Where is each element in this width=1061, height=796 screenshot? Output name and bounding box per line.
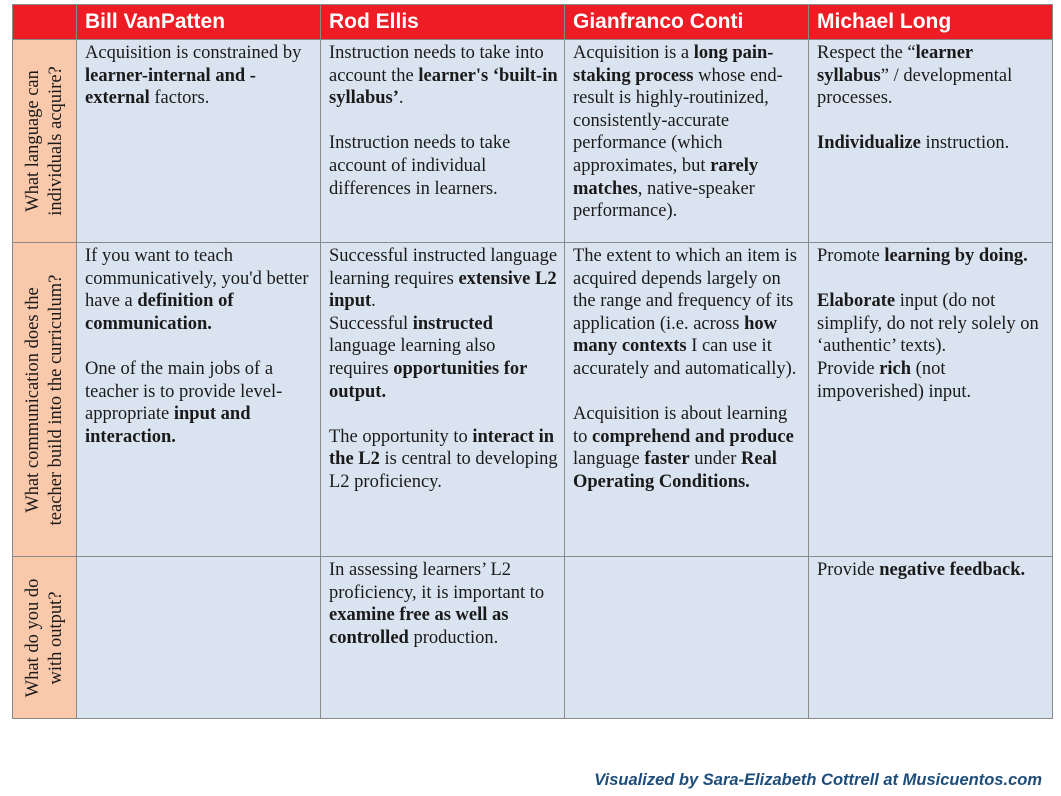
cell-vanpatten-output	[77, 557, 321, 719]
cell-ellis-language: Instruction needs to take into account the learner's ‘built-in syllabus’. Instruction needs to take account of individual differences in learners.	[321, 40, 565, 243]
credit-line: Visualized by Sara-Elizabeth Cottrell at Musicuentos.com	[594, 771, 1042, 789]
cell-conti-communication: The extent to which an item is acquired depends largely on the range and frequency of its application (i.e. across how many contexts I can use it accurately and automatically). Acquisition is about learning to comprehend and produce language faster under Real Operating Conditions.	[565, 243, 809, 557]
cell-vanpatten-language: Acquisition is constrained by learner-internal and -external factors.	[77, 40, 321, 243]
row-label-line: What language can	[22, 70, 43, 212]
cell-vanpatten-communication: If you want to teach communicatively, you'd better have a definition of communication. One of the main jobs of a teacher is to provide level-appropriate input and interaction.	[77, 243, 321, 557]
header-ellis: Rod Ellis	[321, 5, 565, 40]
row-label-line: teacher build into the curriculum?	[45, 274, 66, 525]
header-long: Michael Long	[809, 5, 1053, 40]
cell-long-language: Respect the “learner syllabus” / developmental processes. Individualize instruction.	[809, 40, 1053, 243]
row-label-line: What communication does the	[22, 286, 43, 513]
cell-long-communication: Promote learning by doing. Elaborate input (do not simplify, do not rely solely on ‘authentic’ texts). Provide rich (not impoverished) input.	[809, 243, 1053, 557]
row-label-language	[13, 40, 77, 243]
row-label-output	[13, 557, 77, 719]
header-conti: Gianfranco Conti	[565, 5, 809, 40]
cell-ellis-output: In assessing learners’ L2 proficiency, it is important to examine free as well as controlled production.	[321, 557, 565, 719]
row-label-line: with output?	[45, 591, 66, 685]
row-label-communication	[13, 243, 77, 557]
row-label-line: What do you do	[22, 578, 43, 697]
cell-conti-output	[565, 557, 809, 719]
header-corner	[13, 5, 77, 40]
header-vanpatten: Bill VanPatten	[77, 5, 321, 40]
cell-ellis-communication: Successful instructed language learning requires extensive L2 input. Successful instructed language learning also requires opportunities for output. The opportunity to interact in the L2 is central to developing L2 proficiency.	[321, 243, 565, 557]
row-label-line: individuals acquire?	[45, 66, 66, 216]
cell-long-output: Provide negative feedback.	[809, 557, 1053, 719]
comparison-table	[12, 4, 1053, 719]
cell-conti-language: Acquisition is a long pain-staking process whose end-result is highly-routinized, consistently-accurate performance (which approximates, but rarely matches, native-speaker performance).	[565, 40, 809, 243]
